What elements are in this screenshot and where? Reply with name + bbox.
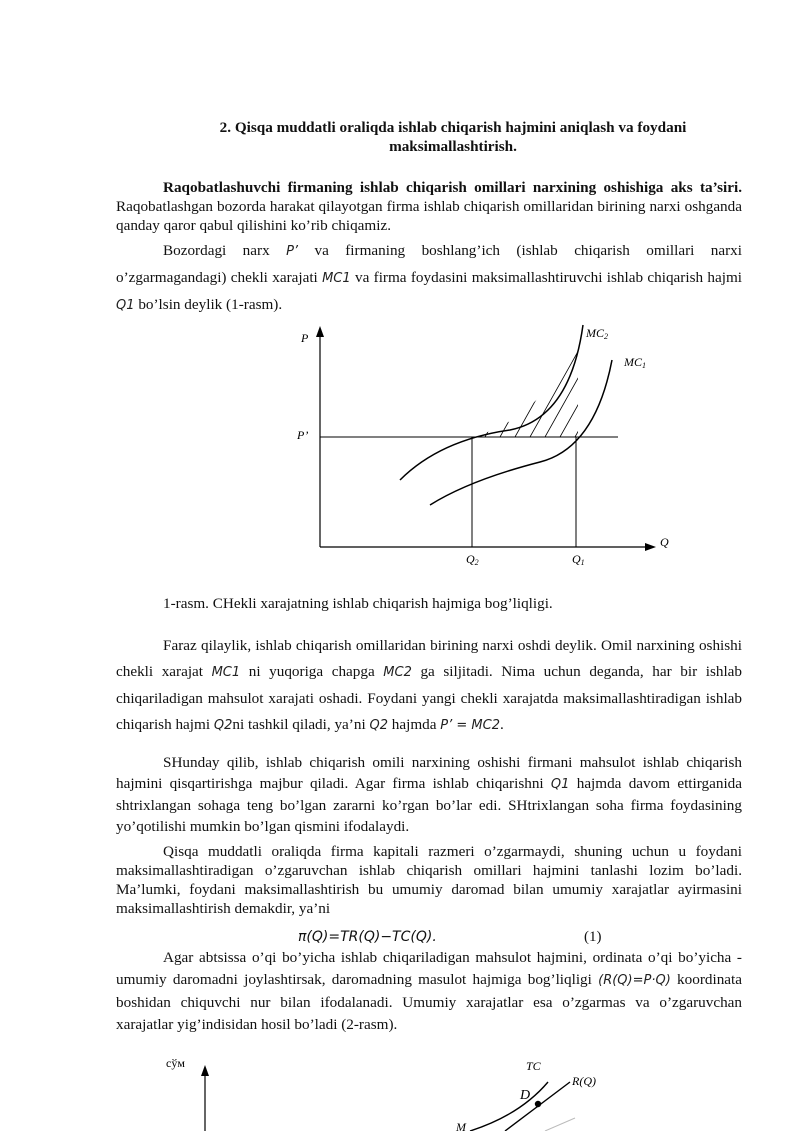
p-axis-arrow [316, 326, 324, 337]
price-label: P’ [297, 428, 309, 442]
text-run: ni tashkil qiladi, ya’ni [232, 716, 370, 733]
y-axis-label: сўм [166, 1056, 185, 1070]
text-run: ni yuqoriga chapga [240, 663, 384, 680]
paragraph-1-bold: Raqobatlashuvchi firmaning ishlab chiqarish omillari narxining oshishiga aks ta’siri. [163, 179, 742, 196]
rq-label: R(Q) [572, 1074, 596, 1088]
text-run: koordinata boshidan chiquvchi nur bilan ifodalanadi. Umumiy xarajatlar esa o’zgarmas va o’zgaruvchan xarajatlar yig’indisidan hosil bo’ladi (2-rasm). [116, 971, 742, 1033]
text-run: hajmda [387, 716, 441, 733]
text-run: Agar abtsissa o’qi bo’yicha ishlab chiqariladigan mahsulot hajmini, ordinata o’qi bo’yicha - umumiy daromadni joylashtirsak, daromadning masulot hajmiga bog’liqligi [116, 949, 742, 988]
paragraph-3 [116, 633, 742, 739]
mc1-label: MC1 [624, 355, 646, 370]
paragraph-5: Qisqa muddatli oraliqda firma kapitali razmeri o’zgarmaydi, shuning uchun u foydani maksimallashtiradigan o’zgaruvchan ishlab chiqarish omillari hajmini tanlashi lozim bo’ladi. Ma’lumki, foydani maksimallashtirish bu umumiy daromad bilan umumiy xarajatlar ayirmasini maksimallashtirish demakdir, ya’ni [116, 843, 742, 917]
figure-1-caption: 1-rasm. CHekli xarajatning ishlab chiqarish hajmiga bog’liqligi. [163, 595, 553, 612]
text-run: Faraz qilaylik, ishlab chiqarish omillaridan birining narxi oshdi deylik. Omil narxining oshishi chekli xarajat [116, 637, 742, 680]
rq-ray-faint [545, 1118, 575, 1131]
mc1-curve [430, 360, 612, 505]
paragraph-1 [116, 178, 742, 235]
axis-p-label: P [301, 331, 309, 345]
text-run: Bozordagi narx [163, 242, 287, 259]
symbol-price-eq-mc2: P’ = MC2 [440, 718, 500, 733]
symbol-mc1: MC1 [322, 271, 351, 286]
hatched-area [485, 330, 635, 437]
symbol-mc1: MC1 [211, 665, 241, 680]
text-run: hajmda davom ettirganida shtrixlangan sohaga teng bo’lgan zararni ko’rgan bo’lar edi. SHtrixlangan soha firma foydasining yo’qotilishi mumkin bo’lgan qismini ifodalaydi. [116, 775, 742, 835]
q2-label: Q2 [466, 552, 479, 567]
q-axis-arrow [645, 543, 656, 551]
text-run: SHunday qilib, ishlab chiqarish omili narxining oshishi firmani mahsulot ishlab chiqarish hajmini qisqartirishga majbur qiladi. Agar firma ishlab chiqarishni [116, 754, 742, 792]
symbol-q1: Q1 [550, 777, 570, 792]
symbol-mc2: MC2 [383, 665, 412, 680]
text-run: bo’lsin deylik (1-rasm). [134, 296, 283, 313]
symbol-revenue-formula: (R(Q)=P·Q) [598, 973, 671, 988]
formula-1: π(Q)=TR(Q)−TC(Q). [298, 929, 437, 945]
point-d [535, 1101, 541, 1107]
symbol-q2: Q2 [369, 718, 388, 733]
symbol-price: P’ [286, 244, 299, 259]
figure-2-chart [150, 1052, 620, 1131]
section-title: 2. Qisqa muddatli oraliqda ishlab chiqarish hajmini aniqlash va foydani maksimallashtirish. [219, 119, 687, 155]
y-axis-arrow [201, 1065, 209, 1076]
m-label: M [456, 1120, 466, 1131]
d-label: D [520, 1088, 531, 1103]
tc-label: TC [526, 1059, 541, 1073]
text-run: . [499, 716, 504, 733]
symbol-q1: Q1 [116, 298, 135, 313]
paragraph-6 [116, 947, 742, 1036]
text-run: va firmaning boshlang’ich (ishlab chiqarish omillari narxi o’zgarmagandagi) chekli xarajati [116, 242, 742, 286]
formula-1-number: (1) [584, 929, 602, 945]
q1-label: Q1 [572, 552, 585, 567]
mc2-label: MC2 [586, 326, 608, 341]
axis-q-label: Q [660, 535, 669, 549]
paragraph-4 [116, 752, 742, 837]
paragraph-2 [116, 238, 742, 319]
figure-1-chart [280, 320, 700, 570]
text-run: va firma foydasini maksimallashtiruvchi ishlab chiqarish hajmi [350, 269, 742, 286]
symbol-q2: Q2 [213, 718, 233, 733]
text-run: ga siljitadi. Nima uchun deganda, har bir ishlab chiqariladigan mahsulot xarajati oshadi. Foydani yangi chekli xarajatda maksimallashtiradigan ishlab chiqarish hajmi [116, 663, 742, 733]
paragraph-1-text: Raqobatlashgan bozorda harakat qilayotgan firma ishlab chiqarish omillaridan birining narxi oshganda qanday qaror qabul qilishini ko’rib chiqamiz. [116, 198, 742, 234]
